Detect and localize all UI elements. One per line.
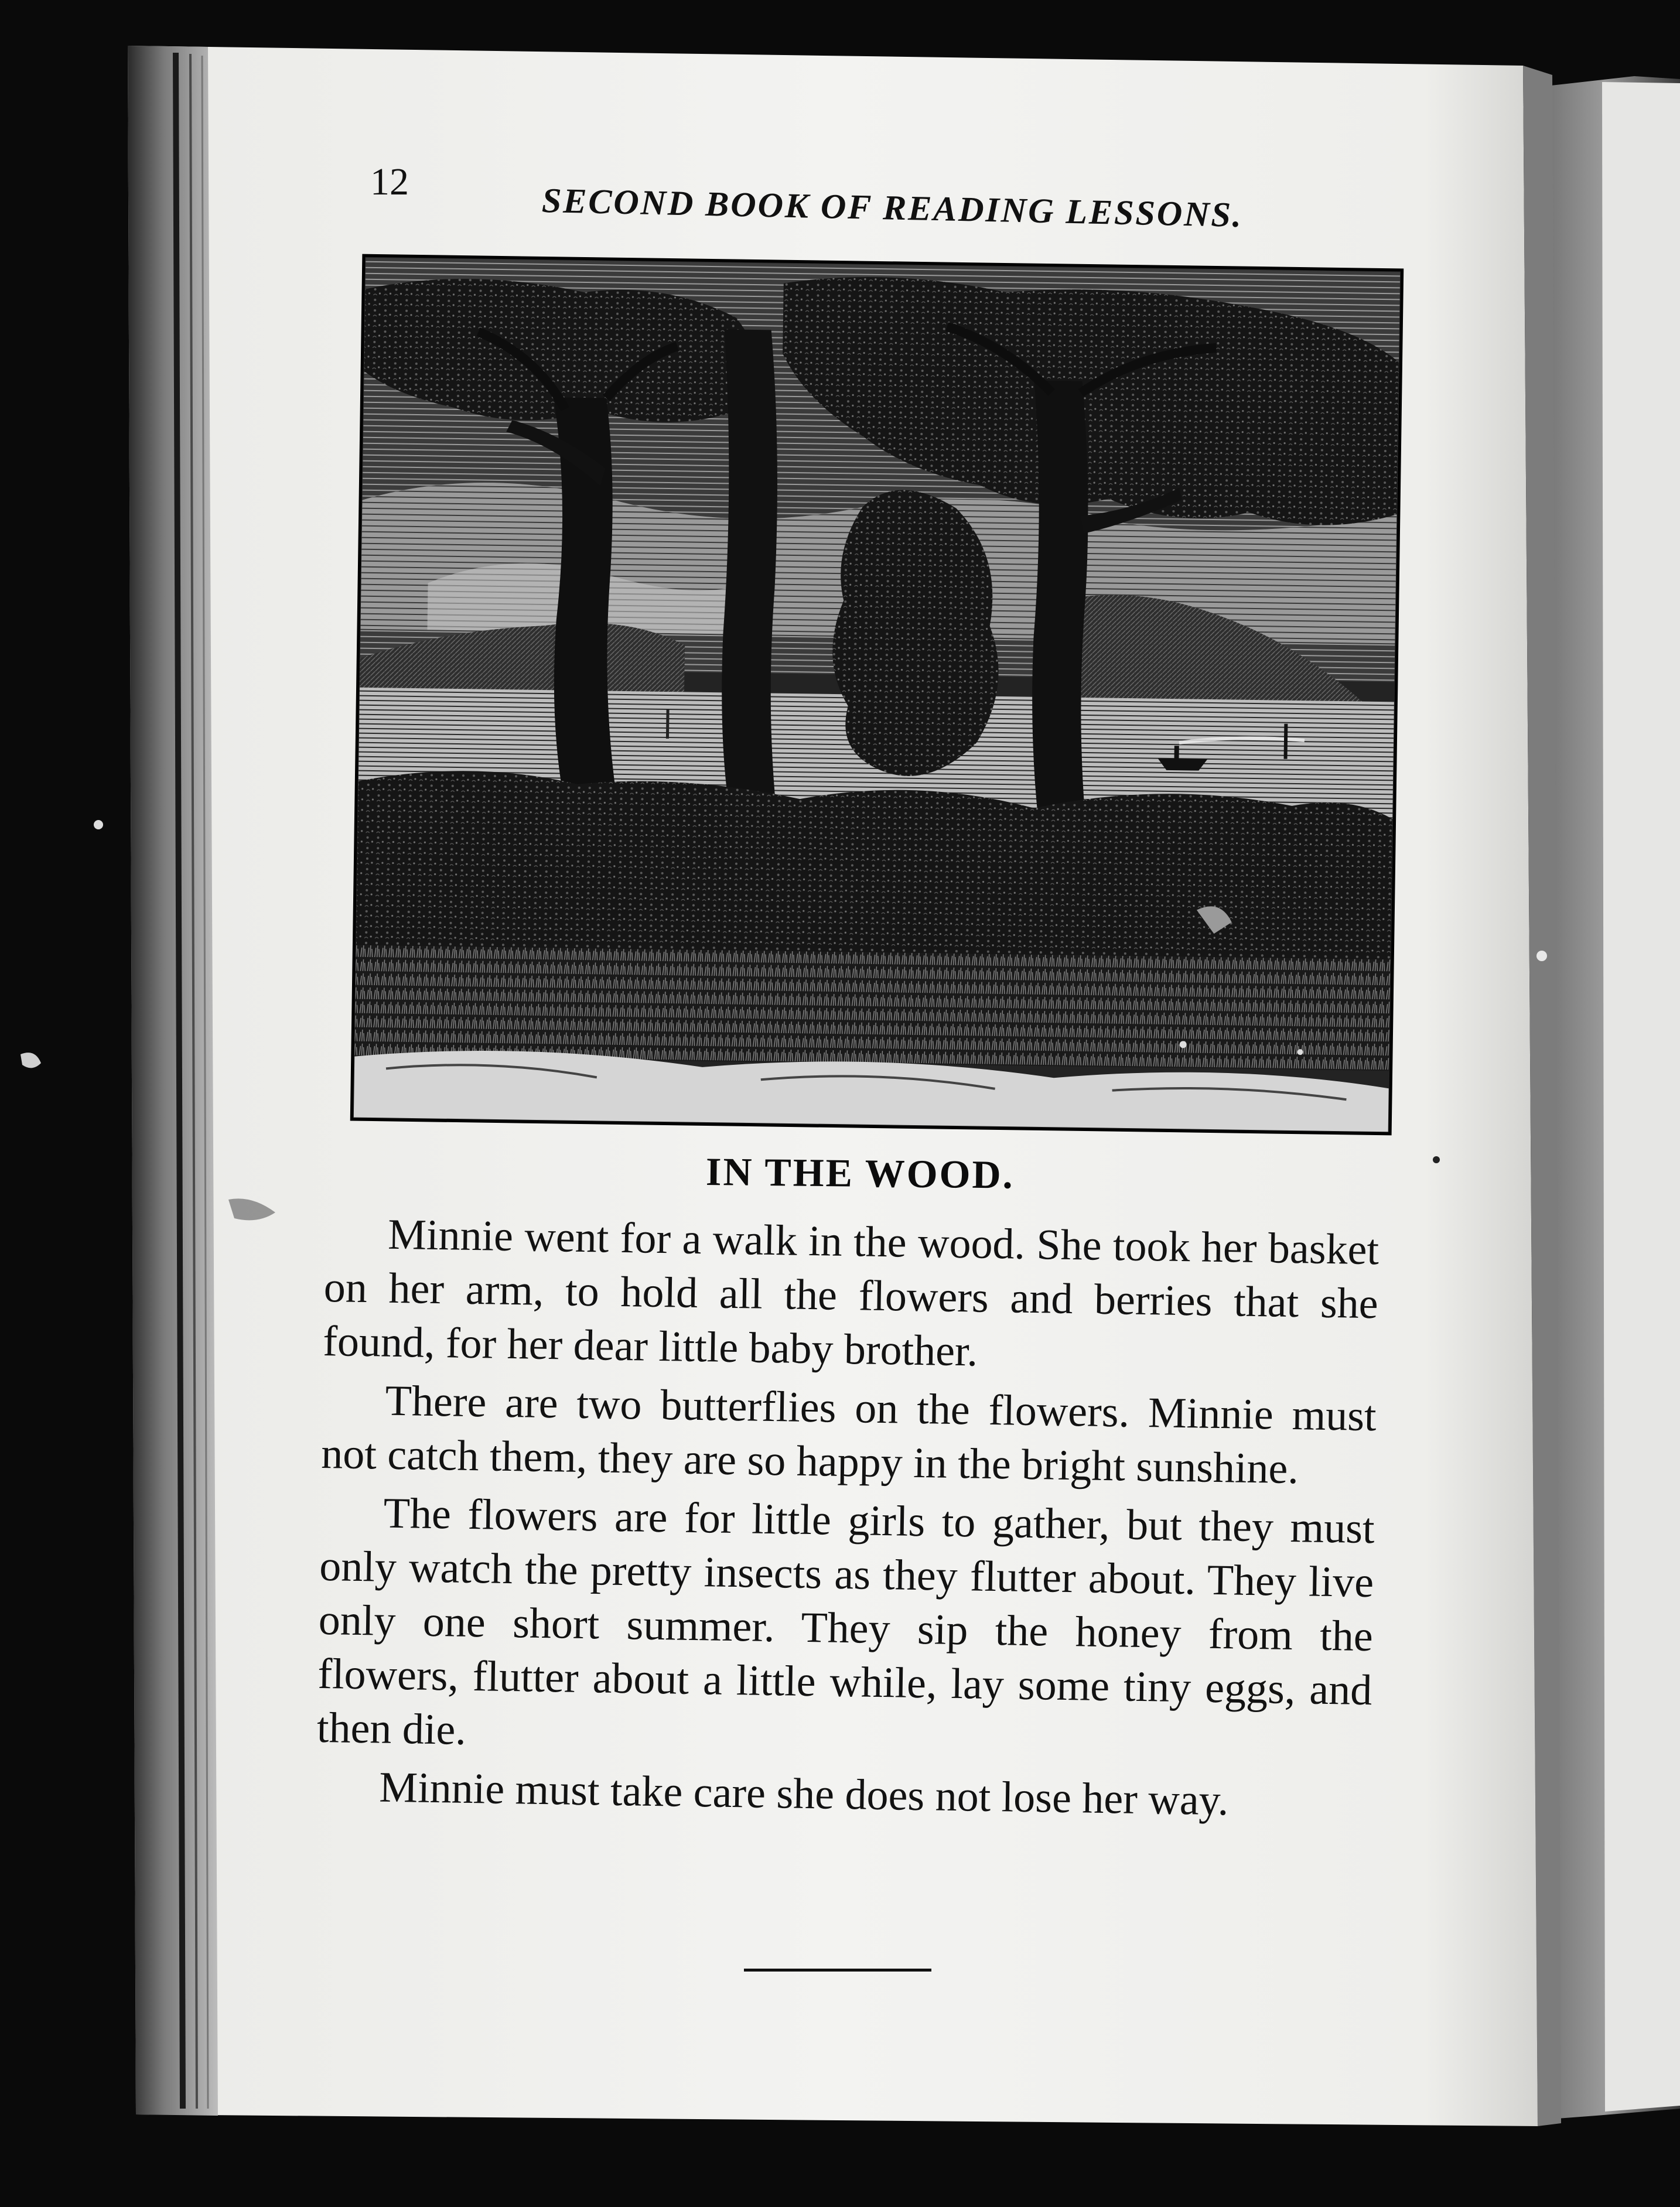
engraving-illustration [350,254,1404,1136]
section-end-rule [744,1969,931,1972]
lesson-title: IN THE WOOD. [705,1149,1015,1197]
lesson-paragraph-2: There are two butterflies on the flowers. Minnie must not catch them, they are so happy in the bright sunshine. [320,1376,1377,1494]
lesson-body [316,1207,1379,1834]
lesson-paragraph-1: Minnie went for a walk in the wood. She took her basket on her arm, to hold all the flowers and berries that she found, for her dear little baby brother. [322,1210,1379,1376]
lesson-paragraph-3: The flowers are for little girls to gather, but they must only watch the pretty insects as they flutter about. They live only one short summer. They sip the honey from the flowers, flutter about a little while, lay some tiny eggs, and then die. [316,1489,1375,1754]
page-number: 12 [370,160,409,203]
lesson-paragraph-4: Minnie must take care she does not lose her way. [378,1763,1230,1825]
running-head: SECOND BOOK OF READING LESSONS. [541,181,1244,235]
